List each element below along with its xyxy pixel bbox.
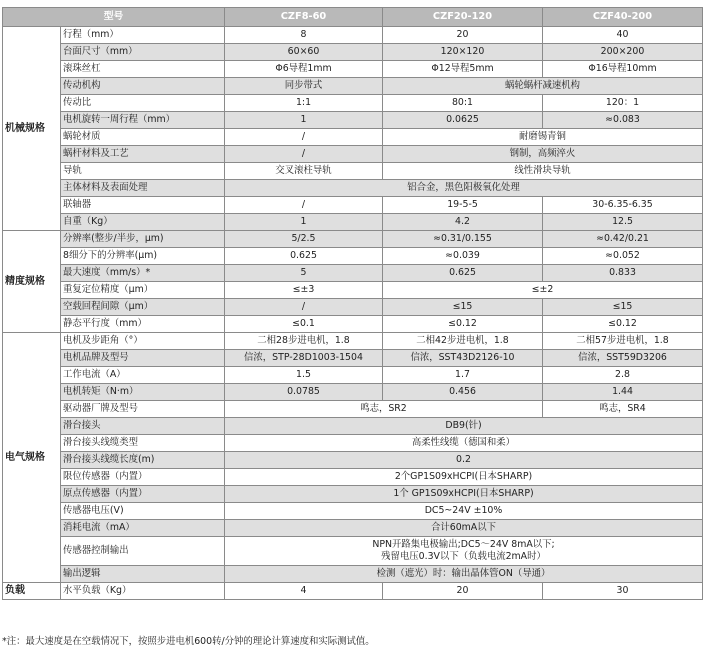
value-cell: 200×200	[543, 44, 703, 61]
param-label: 蜗轮材质	[61, 129, 225, 146]
value-cell-merged: 2个GP1S09xHCPI(日本SHARP)	[225, 469, 703, 486]
table-row	[3, 112, 703, 129]
value-cell-merged: 合计60mA以下	[225, 520, 703, 537]
value-cell: 20	[383, 583, 543, 600]
value-cell-merged: 钢制，高频淬火	[383, 146, 703, 163]
value-cell: 120：1	[543, 95, 703, 112]
param-label: 输出逻辑	[61, 566, 225, 583]
table-row	[3, 316, 703, 333]
value-cell: /	[225, 197, 383, 214]
sensor-output-line-1: NPN开路集电极输出;DC5～24V 8mA以下;	[372, 539, 555, 550]
param-label: 自重（Kg）	[61, 214, 225, 231]
sensor-output-line-2: 残留电压0.3V以下（负载电流2mA时）	[381, 551, 546, 562]
param-label: 电机及步距角（°）	[61, 333, 225, 350]
param-label: 重复定位精度（μm）	[61, 282, 225, 299]
header-model-2: CZF20-120	[383, 8, 543, 27]
value-cell: 鸣志，SR4	[543, 401, 703, 418]
header-model: 型号	[3, 8, 225, 27]
value-cell: 0.0785	[225, 384, 383, 401]
value-cell: ≤±3	[225, 282, 383, 299]
value-cell: 80:1	[383, 95, 543, 112]
table-row	[3, 452, 703, 469]
param-label: 传感器控制输出	[61, 537, 225, 566]
param-label: 主体材料及表面处理	[61, 180, 225, 197]
table-row	[3, 78, 703, 95]
param-label: 联轴器	[61, 197, 225, 214]
value-cell: ≈0.42/0.21	[543, 231, 703, 248]
value-cell: ≈0.31/0.155	[383, 231, 543, 248]
value-cell: /	[225, 299, 383, 316]
value-cell: ≤15	[543, 299, 703, 316]
param-label: 导轨	[61, 163, 225, 180]
table-row	[3, 520, 703, 537]
value-cell-merged: 鸣志，SR2	[225, 401, 543, 418]
value-cell-merged: 1个 GP1S09xHCPI(日本SHARP)	[225, 486, 703, 503]
param-label: 传动机构	[61, 78, 225, 95]
value-cell: 二相57步进电机，1.8	[543, 333, 703, 350]
value-cell: 信浓，STP-28D1003-1504	[225, 350, 383, 367]
value-cell: ≤15	[383, 299, 543, 316]
param-label: 传动比	[61, 95, 225, 112]
param-label: 电机品牌及型号	[61, 350, 225, 367]
value-cell: 8	[225, 27, 383, 44]
param-label: 静态平行度（mm）	[61, 316, 225, 333]
value-cell-merged: DB9(针)	[225, 418, 703, 435]
table-row	[3, 282, 703, 299]
header-model-3: CZF40-200	[543, 8, 703, 27]
value-cell: ≤0.12	[543, 316, 703, 333]
value-cell: 30-6.35-6.35	[543, 197, 703, 214]
header-model-1: CZF8-60	[225, 8, 383, 27]
param-label: 蜗杆材料及工艺	[61, 146, 225, 163]
value-cell: 二相42步进电机，1.8	[383, 333, 543, 350]
value-cell: ≤0.1	[225, 316, 383, 333]
value-cell: 30	[543, 583, 703, 600]
param-label: 原点传感器（内置）	[61, 486, 225, 503]
table-row	[3, 231, 703, 248]
table-row	[3, 537, 703, 566]
table-row	[3, 248, 703, 265]
value-cell-merged: 耐磨锡青铜	[383, 129, 703, 146]
value-cell: Φ16导程10mm	[543, 61, 703, 78]
value-cell-merged: ≤±2	[383, 282, 703, 299]
param-label: 传感器电压(V)	[61, 503, 225, 520]
value-cell-merged: 高柔性线缆（德国和柔）	[225, 435, 703, 452]
table-row	[3, 180, 703, 197]
category-mechanical: 机械规格	[3, 27, 61, 231]
param-label: 台面尺寸（mm）	[61, 44, 225, 61]
value-cell: Φ12导程5mm	[383, 61, 543, 78]
table-row	[3, 95, 703, 112]
value-cell-merged: 线性滑块导轨	[383, 163, 703, 180]
value-cell-merged: 蜗轮蜗杆减速机构	[383, 78, 703, 95]
value-cell: 1.44	[543, 384, 703, 401]
table-row	[3, 214, 703, 231]
value-cell: 120×120	[383, 44, 543, 61]
value-cell: 1.5	[225, 367, 383, 384]
param-label: 滑台接头线缆类型	[61, 435, 225, 452]
param-label: 工作电流（A）	[61, 367, 225, 384]
param-label: 消耗电流（mA）	[61, 520, 225, 537]
table-row	[3, 435, 703, 452]
value-cell: ≈0.052	[543, 248, 703, 265]
param-label: 8细分下的分辨率(μm)	[61, 248, 225, 265]
param-label: 滑台接头	[61, 418, 225, 435]
value-cell-merged: DC5~24V ±10%	[225, 503, 703, 520]
value-cell: ≈0.039	[383, 248, 543, 265]
value-cell: 0.625	[383, 265, 543, 282]
table-row	[3, 486, 703, 503]
param-label: 限位传感器（内置）	[61, 469, 225, 486]
value-cell: /	[225, 129, 383, 146]
table-row	[3, 566, 703, 583]
category-load: 负载	[3, 583, 61, 600]
table-row	[3, 146, 703, 163]
value-cell: 1	[225, 112, 383, 129]
param-label: 最大速度（mm/s）*	[61, 265, 225, 282]
value-cell-merged	[225, 537, 703, 566]
value-cell: 0.0625	[383, 112, 543, 129]
category-precision: 精度规格	[3, 231, 61, 333]
table-row	[3, 299, 703, 316]
table-row	[3, 163, 703, 180]
table-row	[3, 197, 703, 214]
value-cell: 1	[225, 214, 383, 231]
value-cell: 1.7	[383, 367, 543, 384]
table-row	[3, 333, 703, 350]
table-row	[3, 503, 703, 520]
table-row	[3, 583, 703, 600]
value-cell: 12.5	[543, 214, 703, 231]
category-electrical: 电气规格	[3, 333, 61, 583]
value-cell: 19-5-5	[383, 197, 543, 214]
table-row	[3, 350, 703, 367]
param-label: 行程（mm）	[61, 27, 225, 44]
value-cell: 1:1	[225, 95, 383, 112]
value-cell-merged: 0.2	[225, 452, 703, 469]
value-cell: 交叉滚柱导轨	[225, 163, 383, 180]
value-cell: 信浓，SST59D3206	[543, 350, 703, 367]
value-cell: 信浓，SST43D2126-10	[383, 350, 543, 367]
table-row	[3, 384, 703, 401]
value-cell: Φ6导程1mm	[225, 61, 383, 78]
spec-table	[2, 7, 703, 600]
param-label: 分辨率(整步/半步，μm)	[61, 231, 225, 248]
table-row	[3, 265, 703, 282]
param-label: 滚珠丝杠	[61, 61, 225, 78]
value-cell: 同步带式	[225, 78, 383, 95]
table-row	[3, 61, 703, 78]
footnote: *注：最大速度是在空载情况下，按照步进电机600转/分钟的理论计算速度和实际测试值。	[2, 636, 375, 647]
param-label: 滑台接头线缆长度(m)	[61, 452, 225, 469]
table-row	[3, 27, 703, 44]
value-cell: 4.2	[383, 214, 543, 231]
value-cell: 4	[225, 583, 383, 600]
param-label: 驱动器厂牌及型号	[61, 401, 225, 418]
value-cell: 二相28步进电机，1.8	[225, 333, 383, 350]
table-row	[3, 367, 703, 384]
param-label: 水平负载（Kg）	[61, 583, 225, 600]
value-cell: ≈0.083	[543, 112, 703, 129]
table-row	[3, 44, 703, 61]
value-cell: 2.8	[543, 367, 703, 384]
value-cell: 5/2.5	[225, 231, 383, 248]
param-label: 电机旋转一周行程（mm）	[61, 112, 225, 129]
value-cell: 0.625	[225, 248, 383, 265]
param-label: 电机转矩（N·m）	[61, 384, 225, 401]
table-row	[3, 418, 703, 435]
table-row	[3, 129, 703, 146]
value-cell: 40	[543, 27, 703, 44]
value-cell-merged: 铝合金，黑色阳极氧化处理	[225, 180, 703, 197]
value-cell: ≤0.12	[383, 316, 543, 333]
param-label: 空载回程间隙（μm）	[61, 299, 225, 316]
value-cell: 0.456	[383, 384, 543, 401]
table-row	[3, 469, 703, 486]
value-cell: 0.833	[543, 265, 703, 282]
header-row	[3, 8, 703, 27]
value-cell: 5	[225, 265, 383, 282]
value-cell-merged: 检测（遮光）时：输出晶体管ON（导通）	[225, 566, 703, 583]
value-cell: /	[225, 146, 383, 163]
value-cell: 60×60	[225, 44, 383, 61]
value-cell: 20	[383, 27, 543, 44]
table-row	[3, 401, 703, 418]
